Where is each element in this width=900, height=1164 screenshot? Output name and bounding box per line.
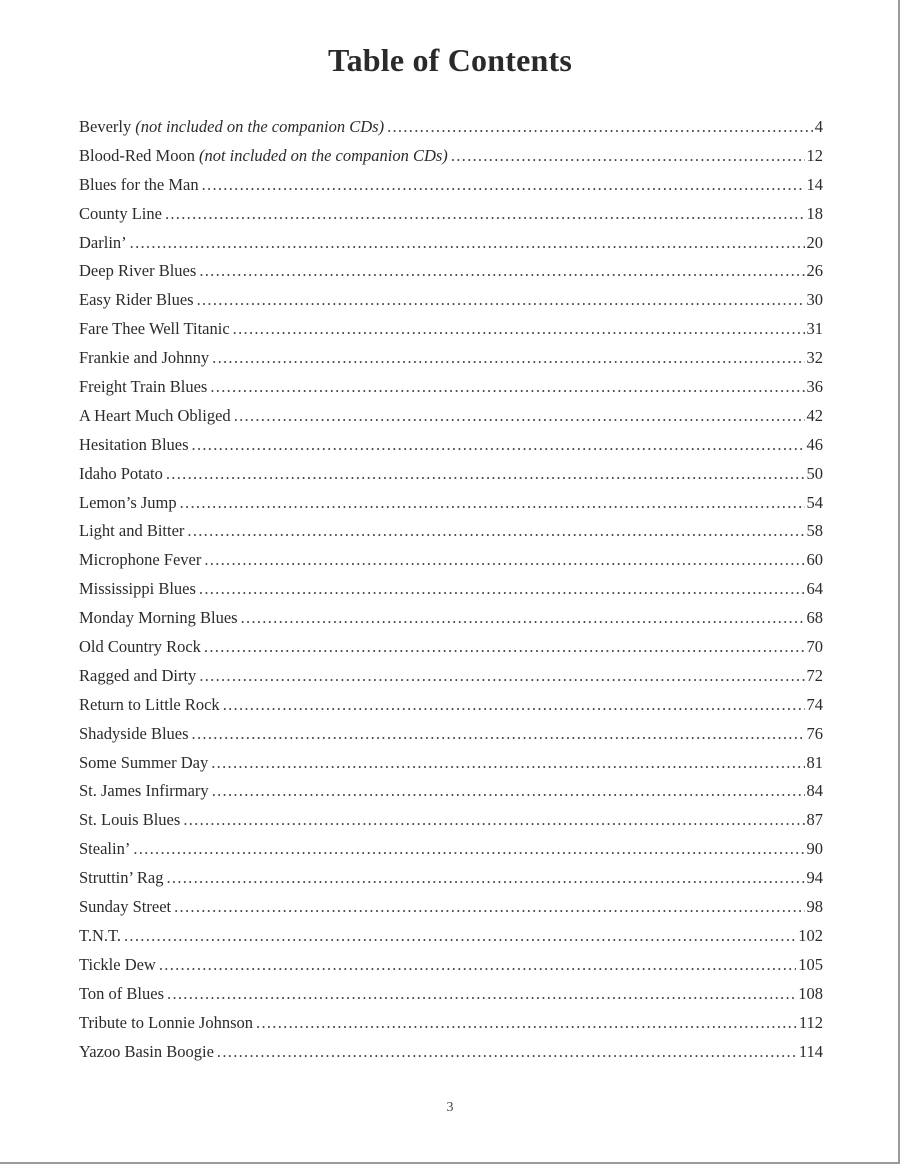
toc-entry-page: 58 xyxy=(806,521,823,541)
toc-entry[interactable] xyxy=(79,142,823,171)
dot-leader xyxy=(387,113,813,142)
toc-entry[interactable] xyxy=(79,373,823,402)
dot-leader xyxy=(256,1009,797,1038)
toc-entry-title: Sunday Street xyxy=(79,897,172,917)
dot-leader xyxy=(166,864,804,893)
dot-leader xyxy=(199,575,805,604)
toc-entry[interactable] xyxy=(79,604,823,633)
dot-leader xyxy=(167,980,796,1009)
dot-leader xyxy=(133,835,804,864)
toc-entry-title: Old Country Rock xyxy=(79,637,201,657)
toc-entry[interactable] xyxy=(79,489,823,518)
toc-entry-page: 87 xyxy=(806,810,823,830)
toc-entry-page: 60 xyxy=(806,550,823,570)
toc-entry-title: Some Summer Day xyxy=(79,752,209,772)
toc-entry-page: 46 xyxy=(806,434,823,454)
toc-entry[interactable] xyxy=(79,113,823,142)
toc-entry[interactable] xyxy=(79,835,823,864)
toc-entry[interactable] xyxy=(79,229,823,258)
dot-leader xyxy=(166,460,805,489)
toc-entry-page: 74 xyxy=(806,694,823,714)
toc-entry[interactable] xyxy=(79,806,823,835)
toc-entry[interactable] xyxy=(79,980,823,1009)
toc-entry-page: 94 xyxy=(806,868,823,888)
toc-entry-page: 108 xyxy=(798,983,823,1003)
toc-entry-title: Lemon’s Jump xyxy=(79,492,177,512)
toc-entry[interactable] xyxy=(79,691,823,720)
toc-entry-title: Darlin’ xyxy=(79,232,127,252)
toc-entry-page: 18 xyxy=(806,203,823,223)
toc-entry[interactable] xyxy=(79,460,823,489)
toc-entry-page: 102 xyxy=(798,925,823,945)
toc-entry-title: Microphone Fever xyxy=(79,550,202,570)
table-of-contents xyxy=(79,113,823,1066)
toc-entry[interactable] xyxy=(79,517,823,546)
toc-entry-title: A Heart Much Obliged xyxy=(79,405,231,425)
dot-leader xyxy=(165,200,805,229)
toc-entry-title: Beverly xyxy=(79,117,132,136)
toc-entry-title: Return to Little Rock xyxy=(79,694,220,714)
toc-entry[interactable] xyxy=(79,546,823,575)
dot-leader xyxy=(211,749,804,778)
toc-entry-note: (not included on the companion CDs) xyxy=(198,145,448,165)
toc-entry-title: Monday Morning Blues xyxy=(79,608,238,628)
toc-entry-page: 42 xyxy=(806,405,823,425)
toc-entry-page: 84 xyxy=(806,781,823,801)
dot-leader xyxy=(130,229,805,258)
dot-leader xyxy=(241,604,805,633)
dot-leader xyxy=(204,633,805,662)
toc-entry[interactable] xyxy=(79,864,823,893)
toc-entry-page: 81 xyxy=(806,752,823,772)
dot-leader xyxy=(212,344,804,373)
toc-entry-title: Stealin’ xyxy=(79,839,131,859)
toc-entry[interactable] xyxy=(79,575,823,604)
toc-entry-title: Mississippi Blues xyxy=(79,579,196,599)
toc-entry-title: Ton of Blues xyxy=(79,983,165,1003)
toc-entry-page: 12 xyxy=(806,145,823,165)
toc-entry-title: Freight Train Blues xyxy=(79,377,208,397)
toc-entry[interactable] xyxy=(79,402,823,431)
toc-entry[interactable] xyxy=(79,951,823,980)
dot-leader xyxy=(212,777,805,806)
toc-entry[interactable] xyxy=(79,749,823,778)
toc-entry-title: St. James Infirmary xyxy=(79,781,209,801)
toc-entry-page: 14 xyxy=(806,174,823,194)
toc-entry[interactable] xyxy=(79,777,823,806)
dot-leader xyxy=(159,951,796,980)
dot-leader xyxy=(233,315,805,344)
toc-entry-title: Ragged and Dirty xyxy=(79,665,197,685)
dot-leader xyxy=(192,431,805,460)
toc-entry-title: Easy Rider Blues xyxy=(79,290,194,310)
toc-entry-title: St. Louis Blues xyxy=(79,810,181,830)
toc-entry-page: 36 xyxy=(806,377,823,397)
toc-entry-page: 32 xyxy=(806,348,823,368)
dot-leader xyxy=(197,286,805,315)
page-number: 3 xyxy=(446,1100,454,1115)
dot-leader xyxy=(234,402,805,431)
dot-leader xyxy=(202,171,805,200)
toc-entry-note: (not included on the companion CDs) xyxy=(135,117,385,136)
toc-entry-page: 54 xyxy=(806,492,823,512)
toc-entry[interactable] xyxy=(79,171,823,200)
toc-entry[interactable] xyxy=(79,893,823,922)
dot-leader xyxy=(180,489,805,518)
toc-entry[interactable] xyxy=(79,720,823,749)
toc-entry-page: 4 xyxy=(814,117,823,136)
dot-leader xyxy=(174,893,804,922)
toc-entry-title: Tribute to Lonnie Johnson xyxy=(79,1012,254,1032)
dot-leader xyxy=(187,517,804,546)
toc-entry-page: 105 xyxy=(798,954,823,974)
toc-entry-title: Light and Bitter xyxy=(79,521,185,541)
toc-entry[interactable] xyxy=(79,344,823,373)
dot-leader xyxy=(217,1038,797,1067)
toc-entry-title: Shadyside Blues xyxy=(79,723,189,743)
toc-entry[interactable] xyxy=(79,200,823,229)
toc-entry-page: 31 xyxy=(806,319,823,339)
toc-entry-title: Blues for the Man xyxy=(79,174,199,194)
toc-entry-title: T.N.T. xyxy=(79,925,121,945)
toc-entry[interactable] xyxy=(79,286,823,315)
toc-entry[interactable] xyxy=(79,662,823,691)
toc-entry[interactable] xyxy=(79,431,823,460)
toc-entry[interactable] xyxy=(79,315,823,344)
toc-entry-title: Tickle Dew xyxy=(79,954,156,974)
toc-entry-page: 68 xyxy=(806,608,823,628)
toc-entry-title: Blood-Red Moon xyxy=(79,145,195,165)
toc-entry-page: 76 xyxy=(806,723,823,743)
toc-entry[interactable] xyxy=(79,1009,823,1038)
toc-entry[interactable] xyxy=(79,922,823,951)
dot-leader xyxy=(199,662,804,691)
toc-entry[interactable] xyxy=(79,1038,823,1067)
toc-entry-page: 90 xyxy=(806,839,823,859)
dot-leader xyxy=(124,922,796,951)
toc-entry-page: 72 xyxy=(806,665,823,685)
toc-entry[interactable] xyxy=(79,633,823,662)
dot-leader xyxy=(204,546,804,575)
dot-leader xyxy=(223,691,805,720)
toc-entry-title: Struttin’ Rag xyxy=(79,868,164,888)
toc-entry-page: 50 xyxy=(806,463,823,483)
toc-entry-page: 98 xyxy=(806,897,823,917)
toc-entry-page: 30 xyxy=(806,290,823,310)
toc-entry-title: Deep River Blues xyxy=(79,261,197,281)
toc-entry-title: County Line xyxy=(79,203,162,223)
dot-leader xyxy=(451,142,805,171)
dot-leader xyxy=(192,720,805,749)
toc-entry-page: 114 xyxy=(798,1041,823,1061)
toc-entry-title: Hesitation Blues xyxy=(79,434,189,454)
toc-entry-page: 64 xyxy=(806,579,823,599)
dot-leader xyxy=(199,257,804,286)
toc-entry-page: 20 xyxy=(806,232,823,252)
toc-entry-page: 26 xyxy=(806,261,823,281)
dot-leader xyxy=(183,806,804,835)
toc-entry-title: Fare Thee Well Titanic xyxy=(79,319,230,339)
toc-entry-page: 112 xyxy=(798,1012,823,1032)
toc-entry-title: Yazoo Basin Boogie xyxy=(79,1041,214,1061)
toc-entry-title: Frankie and Johnny xyxy=(79,348,210,368)
toc-entry[interactable] xyxy=(79,257,823,286)
dot-leader xyxy=(210,373,804,402)
toc-entry-title: Idaho Potato xyxy=(79,463,163,483)
page-title: Table of Contents xyxy=(327,42,573,78)
toc-entry-page: 70 xyxy=(806,637,823,657)
